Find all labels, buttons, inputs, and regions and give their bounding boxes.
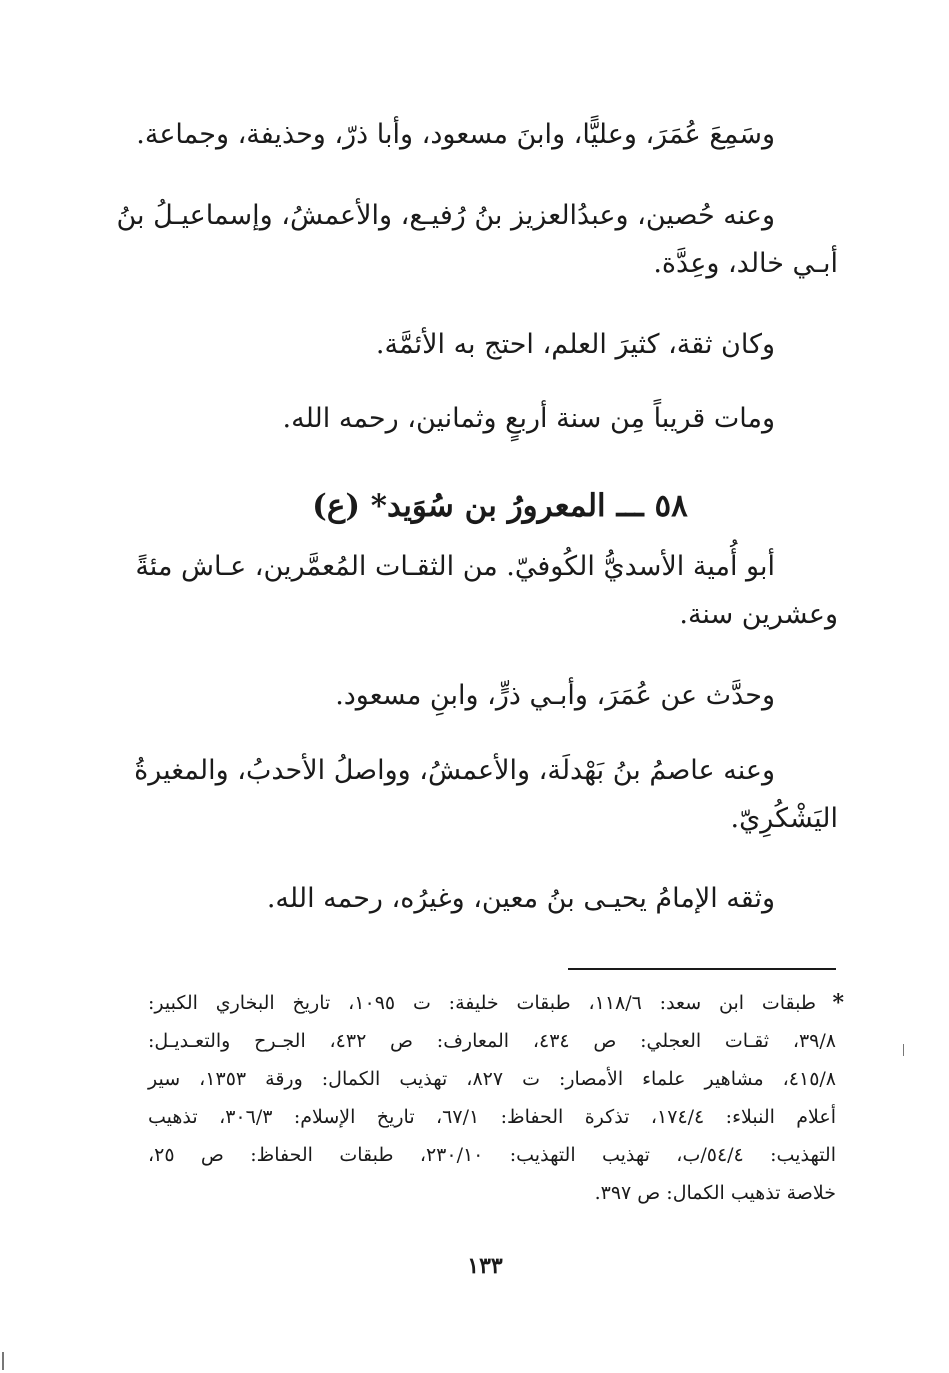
paragraph-students-line-2: اليَشْكُرِيّ. <box>730 803 838 834</box>
paragraph-kunya-line-2: وعشرين سنة. <box>679 599 838 630</box>
footnote-line: طبقات ابن سعد: ١١٨/٦، طبقات خليفة: ت ١٠٩٥، تاريخ البخاري الكبير: <box>148 992 816 1014</box>
paragraph-narrators-line-1: وعنه حُصين، وعبدُالعزيز بنُ رُفيـع، والأعمشُ، وإسماعيـلُ بنُ <box>116 200 775 231</box>
footnote-marker: * <box>832 990 844 1016</box>
page-number: ١٣٣ <box>467 1253 503 1279</box>
paragraph-authentication: وثقه الإمامُ يحيـى بنُ معين، وغيرُه، رحمه الله. <box>266 883 775 914</box>
paragraph-kunya-line-1: أبو أُمية الأسديُّ الكُوفيّ. من الثقـات المُعمَّرين، عـاش مئةً <box>135 551 775 582</box>
footnote-separator <box>568 968 836 970</box>
paragraph-students-line-1: وعنه عاصمُ بنُ بَهْدلَة، والأعمشُ، وواصلُ الأحدبُ، والمغيرةُ <box>134 755 775 786</box>
footnote-line: ٤١٥/٨، مشاهير علماء الأمصار: ت ٨٢٧، تهذيب الكمال: ورقة ١٣٥٣، سير <box>148 1068 837 1090</box>
scan-speck <box>903 1044 904 1056</box>
paragraph-narrators-line-2: أبـي خالد، وعِدَّة. <box>653 248 838 279</box>
footnote-line: أعلام النبلاء: ١٧٤/٤، تذكرة الحفاظ: ٦٧/١، تاريخ الإسلام: ٣٠٦/٣، تذهيب <box>148 1106 837 1128</box>
paragraph-death: ومات قريباً مِن سنة أربعٍ وثمانين، رحمه الله. <box>282 403 775 434</box>
paragraph-heard-from: وسَمِعَ عُمَرَ، وعليًّا، وابنَ مسعود، وأبا ذرّ، وحذيفة، وجماعة. <box>136 119 775 150</box>
footnote-line: خلاصة تذهيب الكمال: ص ٣٩٧. <box>594 1182 836 1204</box>
paragraph-narrated-from: وحدَّث عن عُمَرَ، وأبـي ذرٍّ، وابنِ مسعود. <box>335 680 775 711</box>
entry-heading: ٥٨ ـــ المعرورُ بن سُوَيد* (ع) <box>312 488 688 524</box>
paragraph-reliability: وكان ثقة، كثيرَ العلم، احتج به الأئمَّة. <box>375 329 775 360</box>
footnote-line: التهذيب: ٥٤/٤/ب، تهذيب التهذيب: ٢٣٠/١٠، طبقات الحفاظ: ص ٢٥، <box>148 1144 837 1166</box>
footnote-line: ٣٩/٨، ثقـات العجلي: ص ٤٣٤، المعارف: ص ٤٣٢، الجـرح والتعـديـل: <box>148 1030 836 1052</box>
scan-speck <box>2 1352 4 1370</box>
